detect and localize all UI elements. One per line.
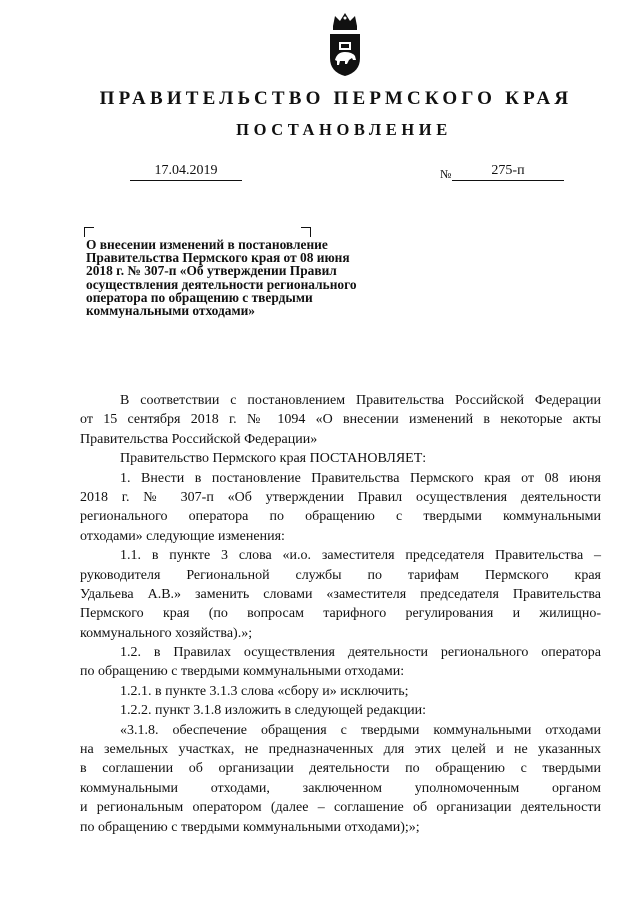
body-line: и региональным оператором (далее – соглашение об организации деятельности	[80, 800, 601, 816]
subject-line: оператора по обращению с твердыми	[86, 289, 313, 305]
subject-line: осуществления деятельности регионального	[86, 276, 357, 292]
document-type: ПОСТАНОВЛЕНИЕ	[236, 120, 452, 139]
document-subject	[86, 238, 406, 317]
body-line: 2018 г. № 307-п «Об утверждении Правил осуществления деятельности	[80, 489, 601, 505]
body-line: В соответствии с постановлением Правительства Российской Федерации	[120, 393, 601, 408]
subject-corner-mark-right	[301, 227, 311, 237]
body-line: Правительства Российской Федерации»	[80, 431, 318, 447]
subject-line: коммунальными отходами»	[86, 303, 255, 319]
body-line: в соглашении об организации деятельности по обращению с твердыми	[80, 761, 601, 777]
number-sign: №	[440, 167, 452, 181]
body-line: коммунального хозяйства).»;	[80, 625, 253, 641]
government-title: ПРАВИТЕЛЬСТВО ПЕРМСКОГО КРАЯ	[99, 88, 573, 109]
perm-krai-coat-of-arms-icon	[325, 12, 365, 78]
body-line: коммунальными отходами, заключенном уполномоченным органом	[80, 780, 601, 796]
body-line: «3.1.8. обеспечение обращения с твердыми коммунальными отходами	[120, 722, 601, 738]
subject-line: О внесении изменений в постановление	[86, 237, 328, 252]
body-line: 1.2.1. в пункте 3.1.3 слова «сбору и» исключить;	[120, 683, 409, 699]
body-line: Пермского края (по вопросам тарифного регулирования и жилищно-	[80, 606, 601, 622]
body-line: 1. Внести в постановление Правительства Пермского края от 08 июня	[120, 470, 601, 486]
body-line: по обращению с твердыми коммунальными отходами:	[80, 664, 405, 680]
subject-line: Правительства Пермского края от 08 июня	[86, 250, 350, 266]
body-line: 1.1. в пункте 3 слова «и.о. заместителя председателя Правительства –	[120, 548, 601, 564]
document-number: 275-п	[452, 163, 564, 181]
body-line: на земельных участках, не предназначенных для этих целей и не указанных	[80, 742, 601, 758]
body-line: Правительство Пермского края ПОСТАНОВЛЯЕТ:	[120, 451, 427, 467]
body-line: 1.2.2. пункт 3.1.8 изложить в следующей редакции:	[120, 703, 426, 719]
body-line: руководителя Региональной службы по тарифам Пермского края	[80, 567, 601, 583]
subject-corner-mark-left	[84, 227, 94, 237]
subject-line: 2018 г. № 307-п «Об утверждении Правил	[86, 263, 337, 279]
body-line: 1.2. в Правилах осуществления деятельности регионального оператора	[120, 645, 601, 661]
document-body	[80, 391, 601, 837]
body-line: регионального оператора по обращению с твердыми коммунальными	[80, 509, 601, 525]
body-line: отходами» следующие изменения:	[80, 528, 285, 544]
body-line: Удальева А.В.» заменить словами «заместителя председателя Правительства	[80, 586, 601, 602]
body-line: по обращению с твердыми коммунальными отходами);»;	[80, 819, 420, 835]
body-line: от 15 сентября 2018 г. № 1094 «О внесении изменений в некоторые акты	[80, 412, 601, 428]
document-date: 17.04.2019	[130, 163, 242, 181]
